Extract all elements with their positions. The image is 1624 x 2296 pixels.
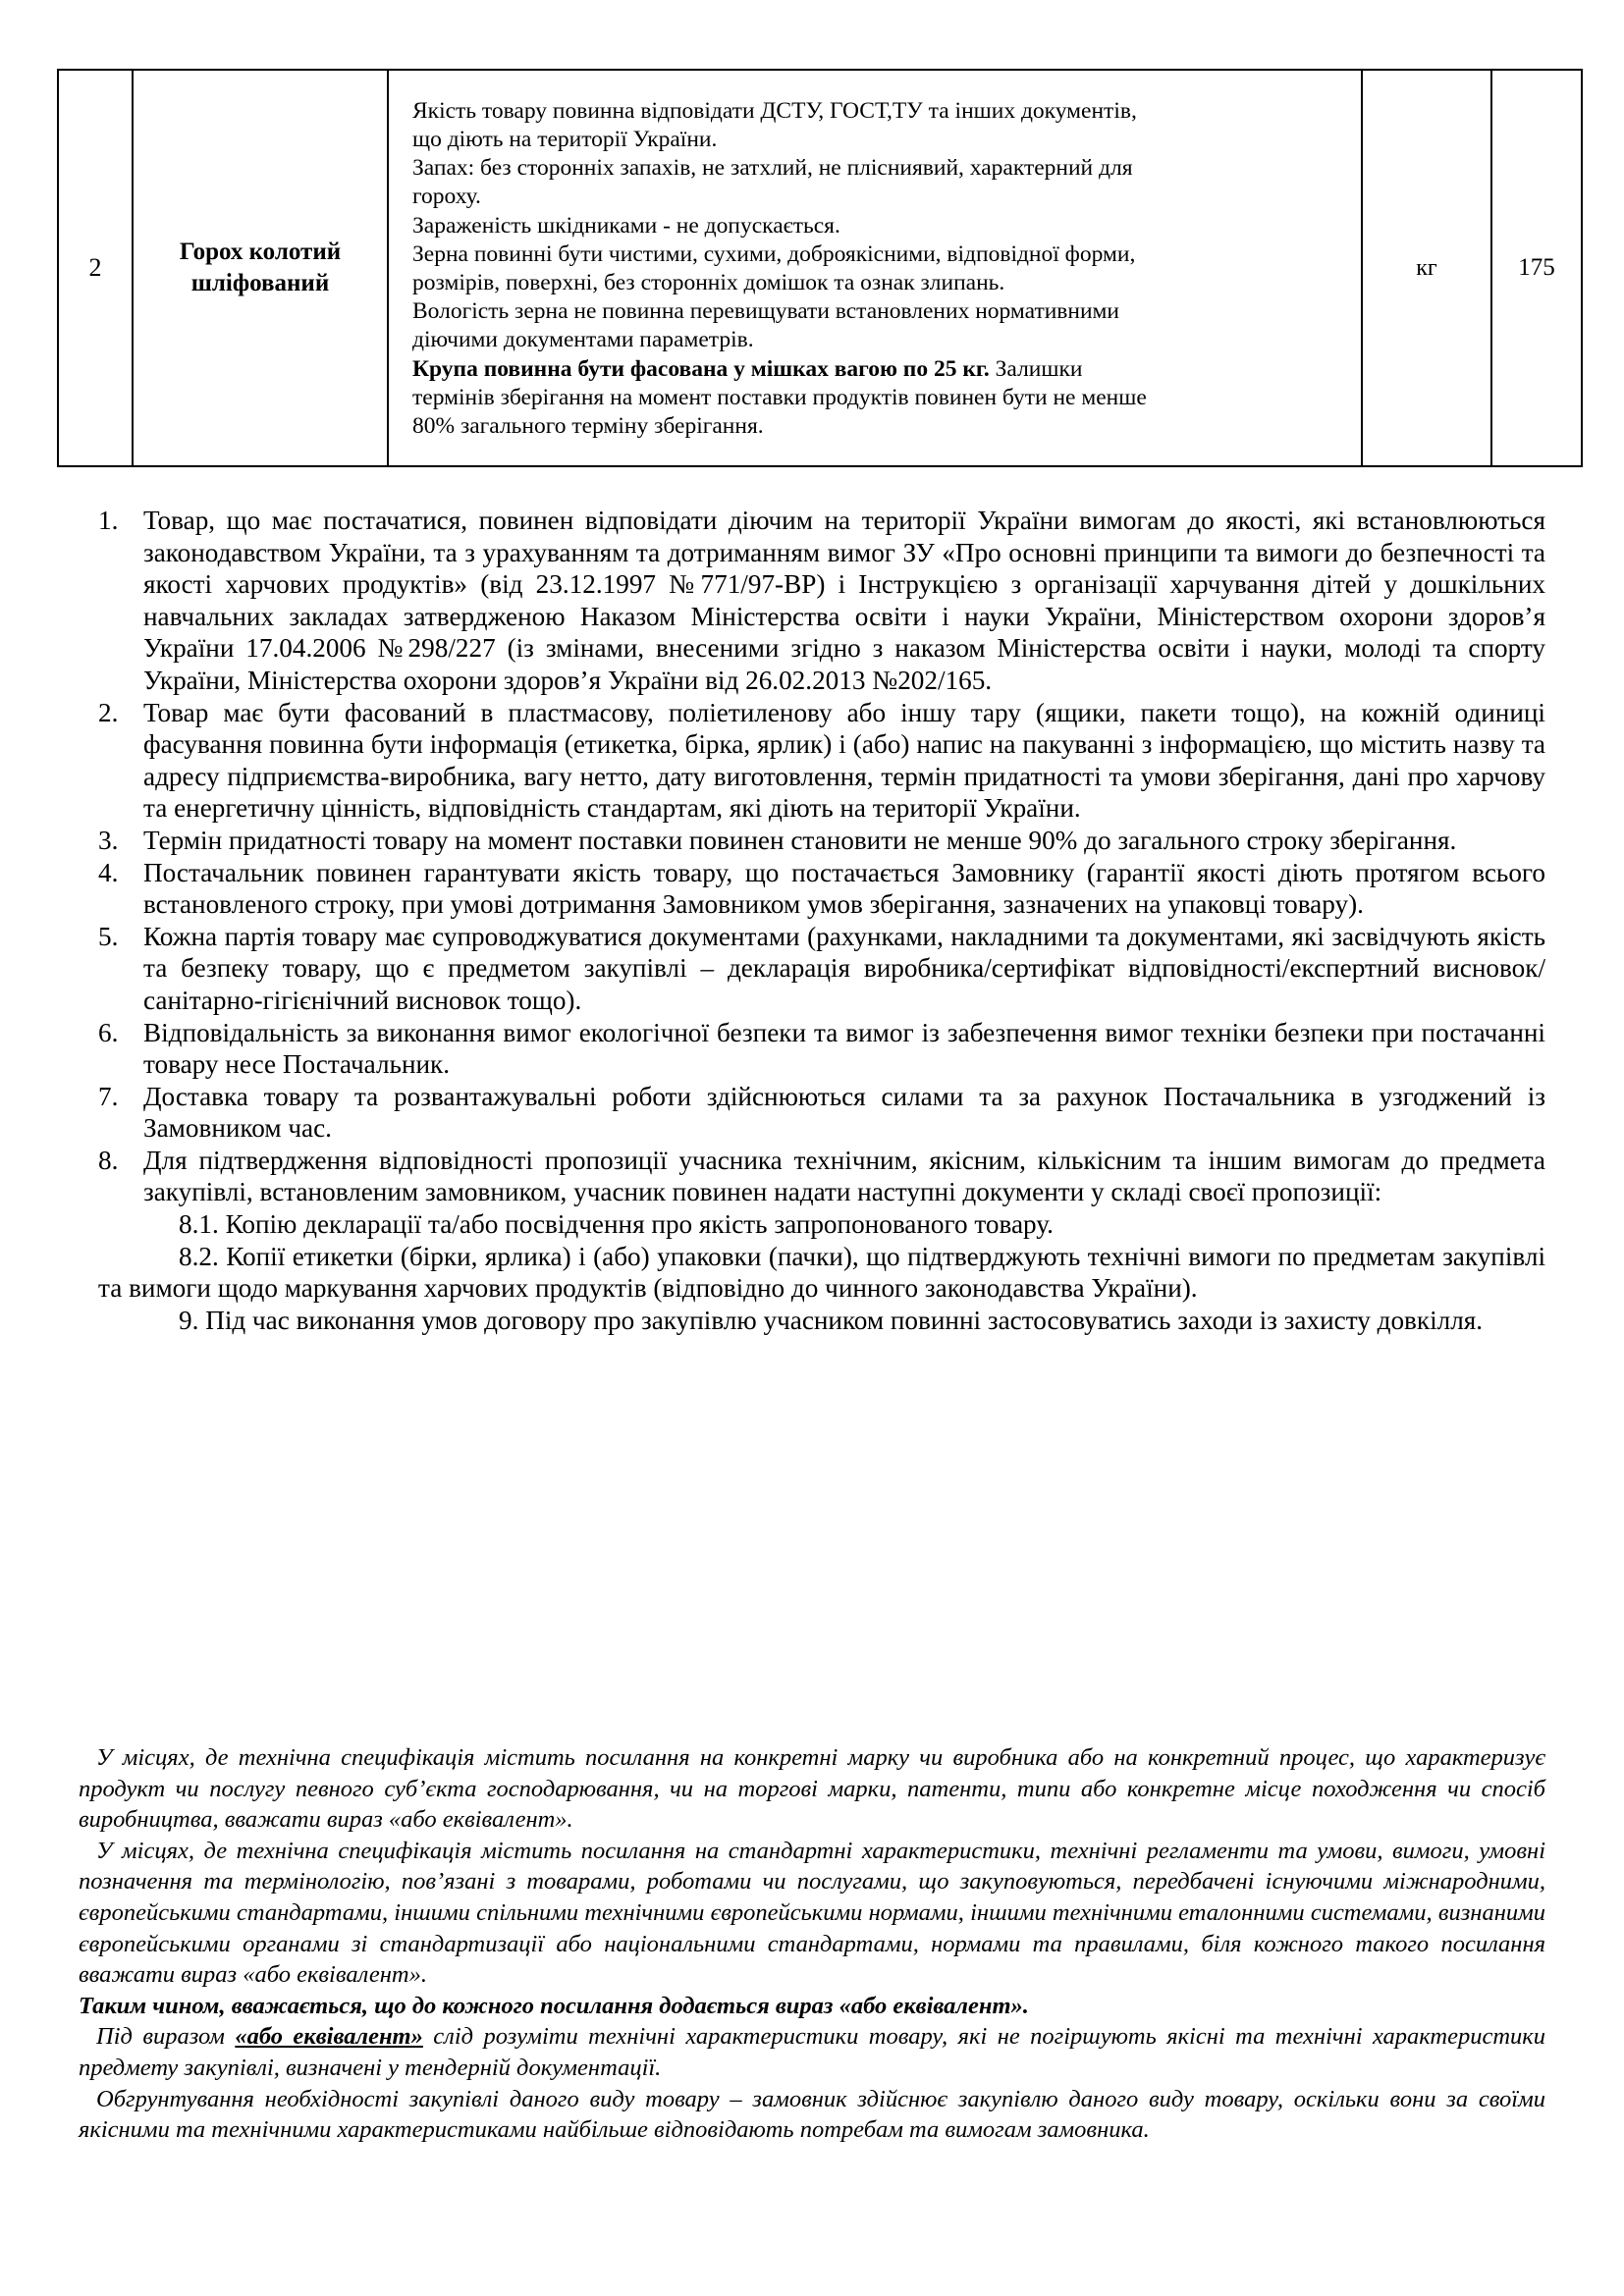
packaging-requirement: Крупа повинна бути фасована у мішках вагою по 25 кг. (412, 355, 990, 382)
list-item (98, 857, 1545, 921)
list-subitem (98, 1241, 1545, 1305)
list-item-number: 1. (98, 506, 119, 535)
product-name-line2: шліфований (190, 270, 330, 296)
product-name-line1: Горох колотий (179, 239, 342, 265)
list-item (98, 921, 1545, 1017)
description-continuation: Залишки (989, 355, 1083, 382)
description-line: що діють на території України. (412, 126, 718, 152)
list-item-text: 9. Під час виконання умов договору про закупівлю учасником повинні застосовуватись заходи із захисту довкілля. (179, 1305, 1484, 1335)
note-text: слід розуміти технічні характеристики товару, які не погіршують якісні та технічні характеристики предмету закупівлі, визначені у тендерній документації. (79, 2023, 1545, 2081)
list-item (98, 697, 1545, 825)
description-line: розмірів, поверхні, без сторонніх домішок та ознак злипань. (412, 270, 1005, 295)
list-item (98, 1305, 1545, 1337)
list-item-text: Термін придатності товару на момент поставки повинен становити не менше 90% до загального строку зберігання. (143, 825, 1457, 855)
note-paragraph (79, 2021, 1545, 2083)
list-item-text: Постачальник повинен гарантувати якість товару, що постачається Замовнику (гарантії якості діють протягом всього встановленого строку, при умові дотримання Замовником умов зберігання, зазначених на упаковці товару). (143, 857, 1545, 920)
list-item-number: 8. (98, 1145, 119, 1175)
list-item (98, 825, 1545, 857)
description-line: Запах: без сторонніх запахів, не затхлий, не плісниявий, характерний для (412, 155, 1133, 182)
list-item-text: Доставка товару та розвантажувальні роботи здійснюються силами та за рахунок Постачальника в узгоджений із Замовником час. (143, 1081, 1545, 1144)
equivalent-term: «або еквівалент» (235, 2023, 423, 2051)
product-name-cell (133, 70, 388, 466)
description-line: гороху. (412, 184, 481, 210)
list-subitem (98, 1208, 1545, 1241)
list-item-text: Товар, що має постачатися, повинен відповідати діючим на території України вимогам до якості, які встановлюються законодавством України, та з урахуванням та дотриманням вимог ЗУ «Про основні принципи та вимоги до безпечності та якості харчових продуктів» (від 23.12.1997 №771/97-ВР) і Інструкцією з організації харчування дітей у дошкільних навчальних закладах затвердженою Наказом Міністерства освіти і науки України, Міністерством охорони здоров’я України 17.04.2006 №298/227 (із змінами, внесеними згідно з наказом Міністерства освіти і науки, молоді та спорту України, Міністерства охорони здоров’я України від 26.02.2013 №202/165. (143, 506, 1545, 695)
list-item-number: 6. (98, 1017, 119, 1047)
note-paragraph-bold: Таким чином, вважається, що до кожного посилання додається вираз «або еквівалент». (79, 1992, 1029, 2019)
note-paragraph: У місцях, де технічна специфікація містить посилання на конкретні марку чи виробника або на конкретний процес, що характеризує продукт чи послугу певного суб’єкта господарювання, чи на торгові марки, патенти, типи або конкретне місце походження чи спосіб виробництва, вважати вираз «або еквівалент». (79, 1744, 1545, 1834)
description-line: Якість товару повинна відповідати ДСТУ, ГОСТ,ТУ та інших документів, (412, 97, 1137, 124)
list-item-text: Відповідальність за виконання вимог екологічної безпеки та вимог із забезпечення вимог техніки безпеки при постачанні товару несе Постачальник. (143, 1017, 1545, 1080)
quantity-cell: 175 (1491, 70, 1582, 466)
list-item-text: Для підтвердження відповідності пропозиції учасника технічним, якісним, кількісним та іншим вимогам до предмета закупівлі, встановленим замовником, учасник повинен надати наступні документи у складі своєї пропозиції: (143, 1145, 1545, 1207)
note-text: Під виразом (96, 2023, 236, 2051)
description-line: діючими документами параметрів. (412, 327, 754, 353)
list-item-text: Товар має бути фасований в пластмасову, поліетиленову або іншу тару (ящики, пакети тощо), на кожній одиниці фасування повинна бути інформація (етикетка, бірка, ярлик) і (або) напис на пакуванні з інформацією, що містить назву та адресу підприємства-виробника, вагу нетто, дату виготовлення, термін придатності та умови зберігання, дані про харчову та енергетичну цінність, відповідність стандартам, які діють на території України. (143, 697, 1545, 824)
equivalent-notes (79, 1742, 1545, 2146)
description-line: Зерна повинні бути чистими, сухими, доброякісними, відповідної форми, (412, 240, 1136, 267)
unit-cell: кг (1362, 70, 1491, 466)
list-item-number: 3. (98, 825, 119, 855)
description-line: Вологість зерна не повинна перевищувати встановлених нормативними (412, 298, 1119, 325)
list-item (98, 1017, 1545, 1081)
note-paragraph: У місцях, де технічна специфікація містить посилання на стандартні характеристики, технічні регламенти та умови, вимоги, умовні позначення та термінологію, пов’язані з товарами, роботами чи послугами, що закуповуються, передбачені існуючими міжнародними, європейськими стандартами, іншими спільними технічними європейськими нормами, іншими технічними еталонними системами, визнаними європейськими органами зі стандартизації або національними стандартами, нормами та правилами, біля кожного такого посилання вважати вираз «або еквівалент». (79, 1837, 1545, 1989)
specification-table (57, 69, 1583, 467)
list-item (98, 1081, 1545, 1145)
description-line: Зараженість шкідниками - не допускається. (412, 212, 840, 239)
list-item (98, 505, 1545, 697)
description-line (412, 355, 1335, 384)
list-item (98, 1145, 1545, 1208)
list-item-number: 4. (98, 857, 119, 887)
list-item-number: 2. (98, 697, 119, 727)
product-description-cell (388, 70, 1362, 466)
requirements-list (98, 505, 1545, 1336)
list-subitem-text: 8.1. Копію декларації та/або посвідчення про якість запропонованого товару. (179, 1209, 1054, 1240)
table-row (58, 70, 1582, 466)
row-number-cell: 2 (58, 70, 133, 466)
note-paragraph: Обгрунтування необхідності закупівлі даного виду товару – замовник здійснює закупівлю даного виду товару, оскільки вони за своїми якісними та технічними характеристиками найбільше відповідають потребам та вимогам замовника. (79, 2085, 1545, 2144)
description-line: 80% загального терміну зберігання. (412, 413, 764, 440)
list-item-number: 7. (98, 1081, 119, 1111)
description-line: термінів зберігання на момент поставки продуктів повинен бути не менше (412, 384, 1147, 410)
list-subitem-text: 8.2. Копії етикетки (бірки, ярлика) і (або) упаковки (пачки), що підтверджують технічні вимоги по предметам закупівлі та вимоги щодо маркування харчових продуктів (відповідно до чинного законодавства України). (98, 1241, 1545, 1304)
list-item-text: Кожна партія товару має супроводжуватися документами (рахунками, накладними та документами, які засвідчують якість та безпеку товару, що є предметом закупівлі – декларація виробника/сертифікат відповідності/експертний висновок/санітарно-гігієнічний висновок тощо). (143, 921, 1545, 1015)
list-item-number: 5. (98, 921, 119, 951)
